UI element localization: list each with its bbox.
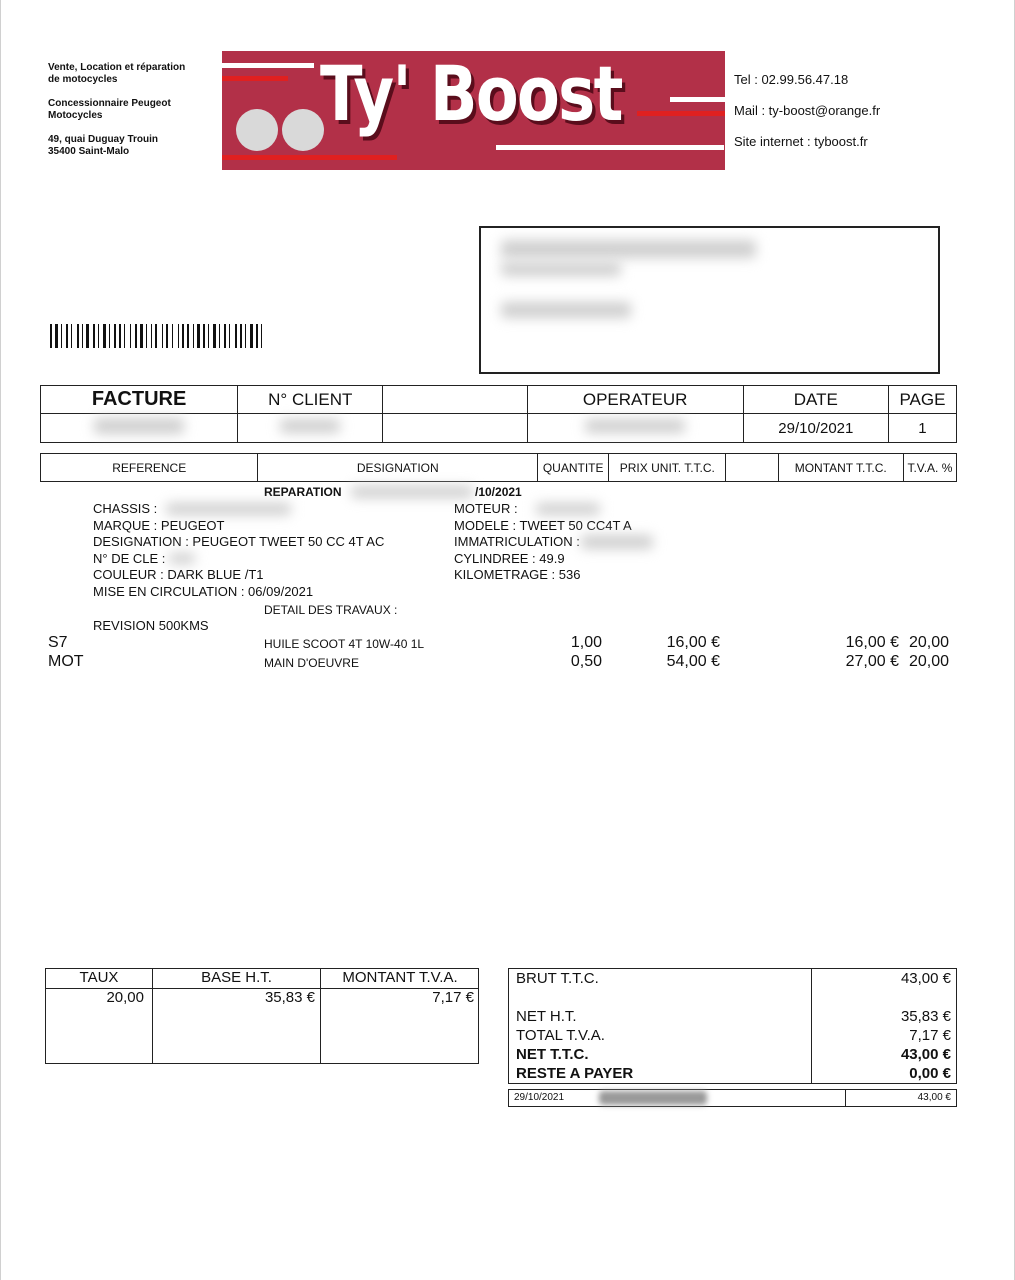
page-label: PAGE xyxy=(888,386,956,414)
kilometrage: KILOMETRAGE : 536 xyxy=(454,567,581,582)
designation-vehicule: DESIGNATION : PEUGEOT TWEET 50 CC 4T AC xyxy=(93,534,385,549)
col-prix: PRIX UNIT. T.T.C. xyxy=(609,454,726,482)
contact-mail: Mail : ty-boost@orange.fr xyxy=(734,103,881,118)
payment-amount: 43,00 € xyxy=(917,1092,951,1103)
marque: MARQUE : PEUGEOT xyxy=(93,518,225,533)
detail-travaux: DETAIL DES TRAVAUX : xyxy=(264,603,398,617)
barcode xyxy=(50,324,338,348)
net-ht-label: NET H.T. xyxy=(516,1008,577,1025)
contact-site: Site internet : tyboost.fr xyxy=(734,134,868,149)
payment-row xyxy=(508,1089,957,1107)
client-number xyxy=(238,414,383,443)
mise-en-circulation: MISE EN CIRCULATION : 06/09/2021 xyxy=(93,584,314,599)
invoice-header-table xyxy=(40,385,957,443)
line-designation: HUILE SCOOT 4T 10W-40 1L xyxy=(264,637,425,651)
cle-label: N° DE CLE : xyxy=(93,551,166,566)
brut-label: BRUT T.T.C. xyxy=(516,970,599,987)
date-label: DATE xyxy=(743,386,888,414)
line-price: 54,00 € xyxy=(666,653,720,670)
contact-tel: Tel : 02.99.56.47.18 xyxy=(734,72,849,87)
line-ref: S7 xyxy=(48,634,68,651)
tva-summary-table xyxy=(45,968,479,1064)
payment-date: 29/10/2021 xyxy=(514,1092,565,1103)
company-activity: Vente, Location et réparation de motocycles xyxy=(48,62,186,85)
line-tva: 20,00 xyxy=(908,653,949,670)
moteur-label: MOTEUR : xyxy=(454,501,518,516)
net-ht-value: 35,83 € xyxy=(900,1008,951,1025)
operateur-value xyxy=(527,414,743,443)
date-value: 29/10/2021 xyxy=(743,414,888,443)
col-reference: REFERENCE xyxy=(41,454,258,482)
revision-label: REVISION 500KMS xyxy=(93,618,209,633)
tva-base-label: BASE H.T. xyxy=(201,969,272,986)
tva-taux: 20,00 xyxy=(106,989,144,1006)
col-tva: T.V.A. % xyxy=(903,454,956,482)
reparation-label: REPARATION xyxy=(264,485,342,499)
line-qty: 0,50 xyxy=(570,653,602,670)
tva-taux-label: TAUX xyxy=(79,969,119,986)
customer-address-box xyxy=(479,226,940,374)
line-ref: MOT xyxy=(48,653,84,670)
line-qty: 1,00 xyxy=(570,634,602,651)
facture-number xyxy=(41,414,238,443)
modele: MODELE : TWEET 50 CC4T A xyxy=(454,518,632,533)
company-contact xyxy=(734,72,880,165)
net-ttc-label: NET T.T.C. xyxy=(516,1046,589,1063)
lines-column-header xyxy=(40,453,957,482)
logo-brand: Ty' Boost xyxy=(320,51,622,138)
col-quantite: QUANTITE xyxy=(538,454,609,482)
net-ttc-value: 43,00 € xyxy=(900,1046,951,1063)
couleur: COULEUR : DARK BLUE /T1 xyxy=(93,567,264,582)
col-montant: MONTANT T.T.C. xyxy=(778,454,903,482)
page-value: 1 xyxy=(888,414,956,443)
line-tva: 20,00 xyxy=(908,634,949,651)
chassis-label: CHASSIS : xyxy=(93,501,158,516)
col-designation: DESIGNATION xyxy=(258,454,538,482)
operateur-label: OPERATEUR xyxy=(527,386,743,414)
total-tva-value: 7,17 € xyxy=(909,1027,951,1044)
tva-montant-label: MONTANT T.V.A. xyxy=(342,969,458,986)
tva-montant: 7,17 € xyxy=(432,989,474,1006)
reste-value: 0,00 € xyxy=(909,1065,951,1082)
reparation-date: /10/2021 xyxy=(475,485,522,499)
reste-label: RESTE A PAYER xyxy=(516,1065,634,1082)
line-designation: MAIN D'OEUVRE xyxy=(264,656,359,670)
company-logo xyxy=(222,51,725,170)
immatriculation-label: IMMATRICULATION : xyxy=(454,534,580,549)
total-tva-label: TOTAL T.V.A. xyxy=(516,1027,605,1044)
line-amount: 27,00 € xyxy=(845,653,899,670)
tva-base: 35,83 € xyxy=(264,989,315,1006)
company-info xyxy=(48,62,185,170)
brut-value: 43,00 € xyxy=(900,970,951,987)
cylindree: CYLINDREE : 49.9 xyxy=(454,551,565,566)
line-price: 16,00 € xyxy=(666,634,720,651)
totals-table xyxy=(508,968,957,1084)
line-amount: 16,00 € xyxy=(845,634,899,651)
company-address: 49, quai Duguay Trouin 35400 Saint-Malo xyxy=(48,134,159,157)
client-label: N° CLIENT xyxy=(238,386,383,414)
company-dealer: Concessionnaire Peugeot Motocycles xyxy=(48,98,171,121)
facture-title: FACTURE xyxy=(41,386,238,414)
